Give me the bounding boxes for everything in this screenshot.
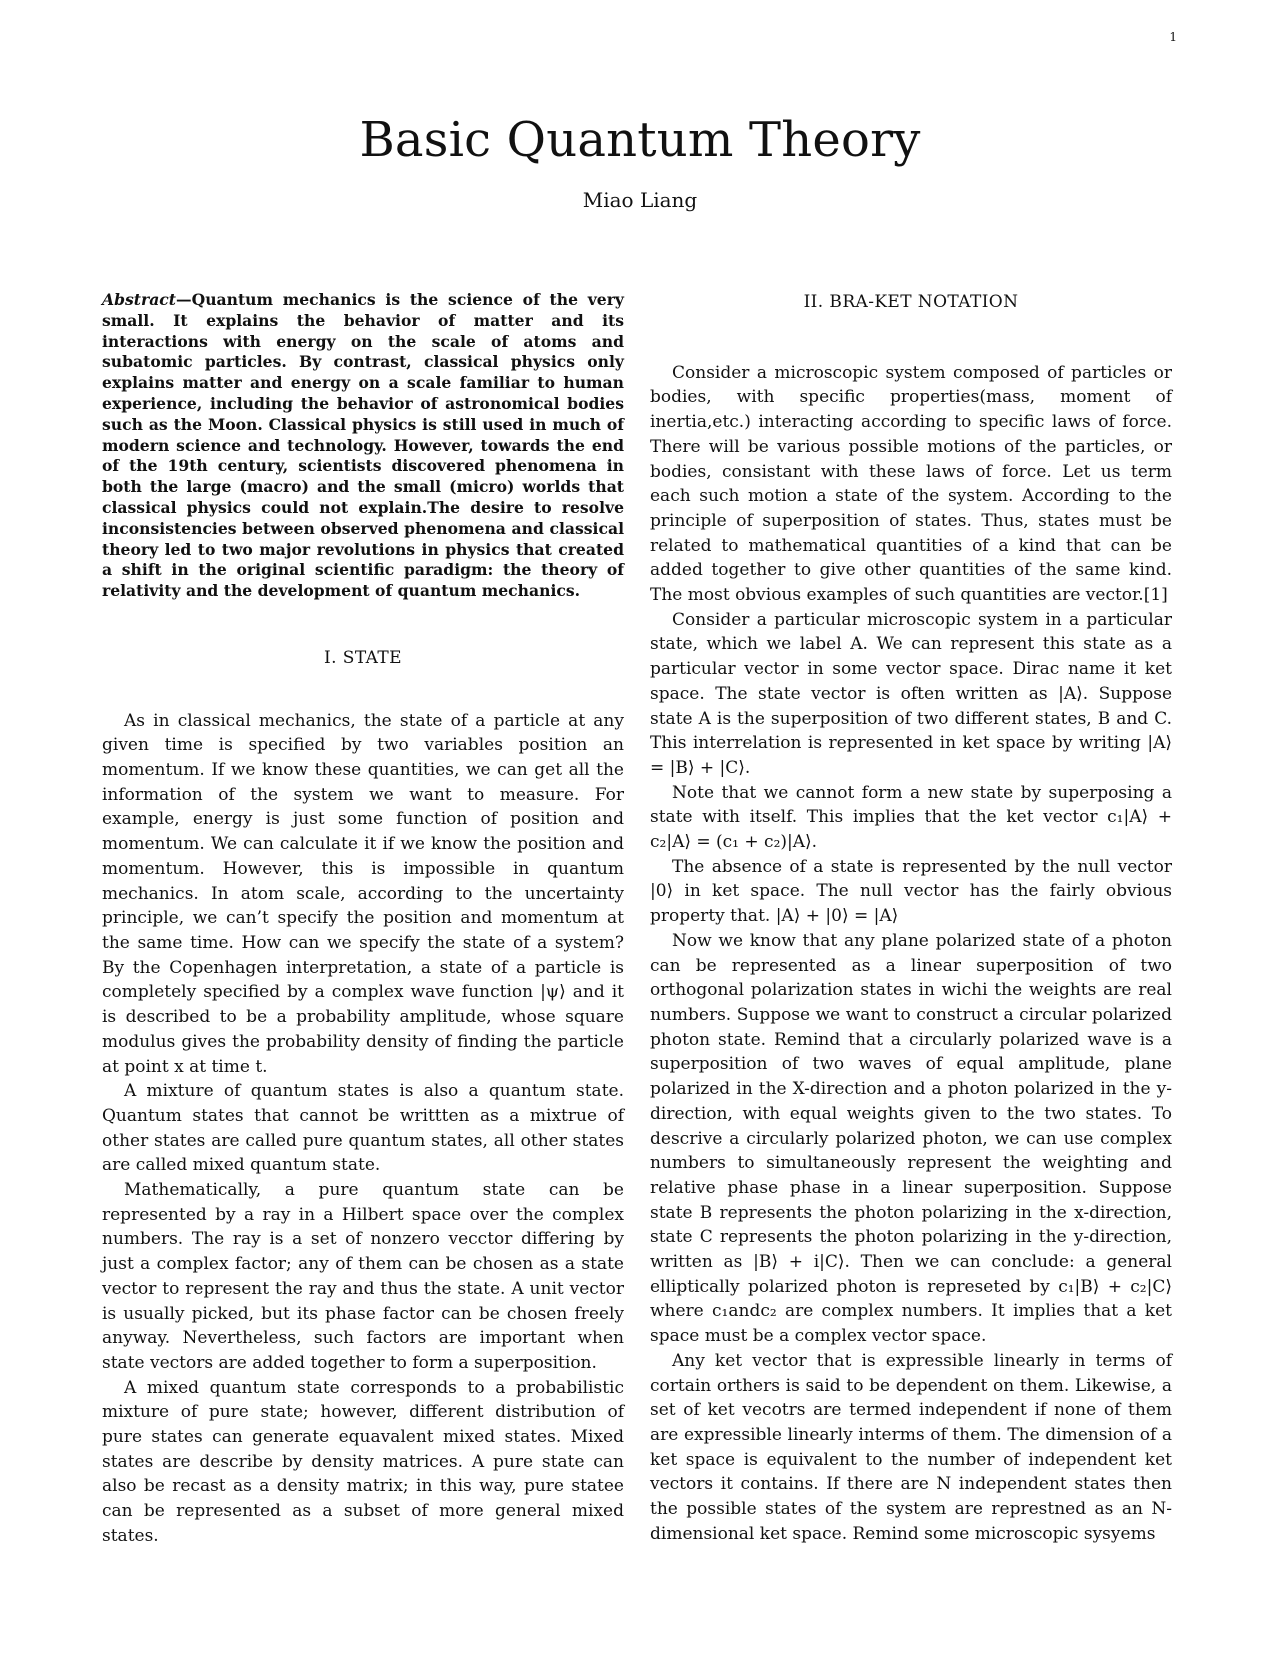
- paragraph: As in classical mechanics, the state of a particle at any given time is specified by two variables position an momentum. If we know these quantities, we can get all the information of the system we want to measure. For example, energy is just some function of position and momentum. We can calculate it if we know the position and momentum. However, this is impossible in quantum mechanics. In atom scale, according to the uncertainty principle, we can’t specify the position and momentum at the same time. How can we specify the state of a system? By the Copenhagen interpretation, a state of a particle is completely specified by a complex wave function |ψ⟩ and it is described to be a probability amplitude, whose square modulus gives the probability density of finding the particle at point x at time t.: [102, 710, 624, 1077]
- section-title: BRA-KET NOTATION: [829, 292, 1019, 312]
- right-column: [650, 290, 1172, 1546]
- section-heading-state: [102, 646, 624, 671]
- page-number: 1: [1169, 30, 1177, 44]
- paragraph: A mixed quantum state corresponds to a probabilistic mixture of pure state; however, different distribution of pure states can generate equavalent mixed states. Mixed states are describe by density matrices. A pure state can also be recast as a density matrix; in this way, pure statee can be represented as a subset of more general mixed states.: [102, 1377, 624, 1546]
- section-numeral: I.: [324, 647, 337, 668]
- left-column: [102, 290, 624, 1549]
- section-heading-bra-ket: [650, 290, 1172, 315]
- section-numeral: II.: [803, 292, 824, 312]
- paragraph: Note that we cannot form a new state by superposing a state with itself. This implies that the ket vector c₁|A⟩ + c₂|A⟩ = (c₁ + c₂)|A⟩.: [650, 782, 1172, 853]
- paragraph: Consider a particular microscopic system in a particular state, which we label A. We can represent this state as a particular vector in some vector space. Dirac name it ket space. The state vector is often written as |A⟩. Suppose state A is the superposition of two different states, B and C. This interrelation is represented in ket space by writing |A⟩ = |B⟩ + |C⟩.: [650, 609, 1172, 778]
- section-title: STATE: [342, 647, 402, 668]
- paragraph: Any ket vector that is expressible linearly in terms of cortain orthers is said to be dependent on them. Likewise, a set of ket vecotrs are termed independent if none of them are expressible linearly interms of them. The dimension of a ket space is equivalent to the number of independent ket vectors it contains. If there are N independent states then the possible states of the system are represtned as an N-dimensional ket space. Remind some microscopic sysyems: [650, 1350, 1172, 1544]
- abstract-label: Abstract: [102, 290, 177, 309]
- paragraph: Consider a microscopic system composed of particles or bodies, with specific properties(mass, moment of inertia,etc.) interacting according to specific laws of force. There will be various possible motions of the particles, or bodies, consistant with these laws of force. Let us term each such motion a state of the system. According to the principle of superposition of states. Thus, states must be related to mathematical quantities of a kind that can be added together to give other quantities of the same kind. The most obvious examples of such quantities are vector.[1]: [650, 362, 1172, 606]
- paragraph: Now we know that any plane polarized state of a photon can be represented as a linear superposition of two orthogonal polarization states in wichi the weights are real numbers. Suppose we want to construct a circular polarized photon state. Remind that a circularly polarized wave is a superposition of two waves of equal amplitude, plane polarized in the X-direction and a photon polarized in the y-direction, with equal weights given to the two states. To descrive a circularly polarized photon, we can use complex numbers to simultaneously represent the weighting and relative phase phase in a linear superposition. Suppose state B represents the photon polarizing in the x-direction, state C represents the photon polarizing in the y-direction, written as |B⟩ + i|C⟩. Then we can conclude: a general elliptically polarized photon is represeted by c₁|B⟩ + c₂|C⟩ where c₁andc₂ are complex numbers. It implies that a ket space must be a complex vector space.: [650, 930, 1172, 1347]
- paper-title: Basic Quantum Theory: [359, 112, 921, 168]
- abstract: Abstract—Quantum mechanics is the science of the very small. It explains the behavior of matter and its interactions with energy on the scale of atoms and subatomic particles. By contrast, classical physics only explains matter and energy on a scale familiar to human experience, including the behavior of astronomical bodies such as the Moon. Classical physics is still used in much of modern science and technology. However, towards the end of the 19th century, scientists discovered phenomena in both the large (macro) and the small (micro) worlds that classical physics could not explain.The desire to resolve inconsistencies between observed phenomena and classical theory led to two major revolutions in physics that created a shift in the original scientific paradigm: the theory of relativity and the development of quantum mechanics.: [102, 290, 624, 601]
- paragraph: The absence of a state is represented by the null vector |0⟩ in ket space. The null vector has the fairly obvious property that. |A⟩ + |0⟩ = |A⟩: [650, 856, 1172, 927]
- paragraph: A mixture of quantum states is also a quantum state. Quantum states that cannot be writtten as a mixtrue of other states are called pure quantum states, all other states are called mixed quantum state.: [102, 1081, 624, 1176]
- abstract-text: Quantum mechanics is the science of the very small. It explains the behavior of matter and its interactions with energy on the scale of atoms and subatomic particles. By contrast, classical physics only explains matter and energy on a scale familiar to human experience, including the behavior of astronomical bodies such as the Moon. Classical physics is still used in much of modern science and technology. However, towards the end of the 19th century, scientists discovered phenomena in both the large (macro) and the small (micro) worlds that classical physics could not explain.The desire to resolve inconsistencies between observed phenomena and classical theory led to two major revolutions in physics that created a shift in the original scientific paradigm: the theory of relativity and the development of quantum mechanics.: [102, 290, 624, 601]
- author-name: Miao Liang: [582, 188, 698, 212]
- paragraph: Mathematically, a pure quantum state can be represented by a ray in a Hilbert space over the complex numbers. The ray is a set of nonzero vecctor differing by just a complex factor; any of them can be chosen as a state vector to represent the ray and thus the state. A unit vector is usually picked, but its phase factor can be chosen freely anyway. Nevertheless, such factors are important when state vectors are added together to form a superposition.: [102, 1180, 624, 1373]
